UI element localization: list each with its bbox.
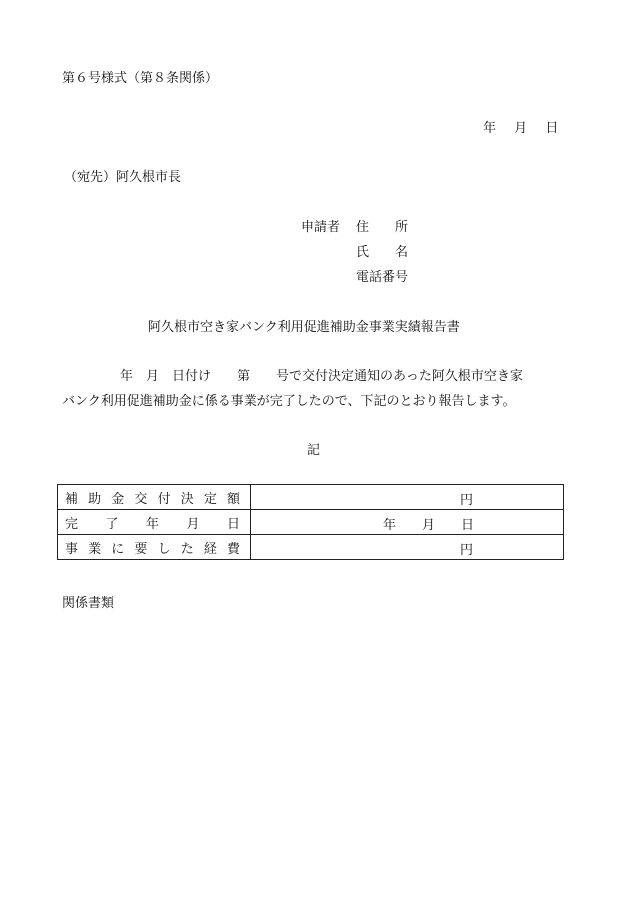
ki-heading: 記 (307, 443, 321, 458)
label-char: に (111, 541, 125, 557)
label-char: 経 (203, 541, 217, 557)
date-month-label: 月 (514, 121, 528, 136)
label-char: 助 (88, 491, 102, 507)
address-label: 住 所 (356, 220, 409, 235)
label-char: 金 (111, 491, 125, 507)
value-subsidy-decision-amount[interactable] (251, 485, 564, 510)
label-char: 月 (186, 516, 200, 532)
table-row (58, 485, 564, 510)
label-char: 完 (65, 516, 79, 532)
phone-label: 電話番号 (356, 270, 409, 285)
label-char: 付 (157, 491, 171, 507)
body-line-2: バンク利用促進補助金に係る事業が完了したので、下記のとおり報告します。 (62, 394, 516, 409)
label-char: 決 (180, 491, 194, 507)
table-row (58, 535, 564, 560)
yen-unit: 円 (459, 543, 473, 558)
label-char: 日 (226, 516, 240, 532)
value-project-cost[interactable] (251, 535, 564, 560)
table-row (58, 510, 564, 535)
submission-date (483, 117, 558, 136)
document-title: 阿久根市空き家バンク利用促進補助金事業実績報告書 (148, 320, 460, 335)
label-char: 了 (105, 516, 119, 532)
report-table (57, 484, 564, 560)
label-char: 額 (226, 491, 240, 507)
date-year-label: 年 (483, 121, 497, 136)
body-line-1: 年 月 日付け 第 号で交付決定通知のあった阿久根市空き家 (120, 369, 523, 384)
label-project-cost (58, 535, 251, 560)
label-char: し (157, 541, 171, 557)
label-char: 年 (145, 516, 159, 532)
attachments-label: 関係書類 (62, 596, 115, 611)
addressee: （宛先）阿久根市長 (64, 170, 182, 185)
label-char: 事 (65, 541, 79, 557)
label-char: 定 (203, 491, 217, 507)
label-completion-date (58, 510, 251, 535)
name-label: 氏 名 (356, 245, 409, 260)
label-char: た (180, 541, 194, 557)
applicant-label: 申請者 (301, 220, 341, 235)
date-day-label: 日 (545, 121, 559, 136)
date-units: 年 月 日 (383, 518, 475, 533)
value-completion-date[interactable] (251, 510, 564, 535)
label-char: 業 (88, 541, 102, 557)
label-char: 要 (134, 541, 148, 557)
form-number: 第６号様式（第８条関係） (62, 71, 219, 86)
label-subsidy-decision-amount (58, 485, 251, 510)
label-char: 交 (134, 491, 148, 507)
label-char: 費 (226, 541, 240, 557)
label-char: 補 (65, 491, 79, 507)
yen-unit: 円 (459, 493, 473, 508)
